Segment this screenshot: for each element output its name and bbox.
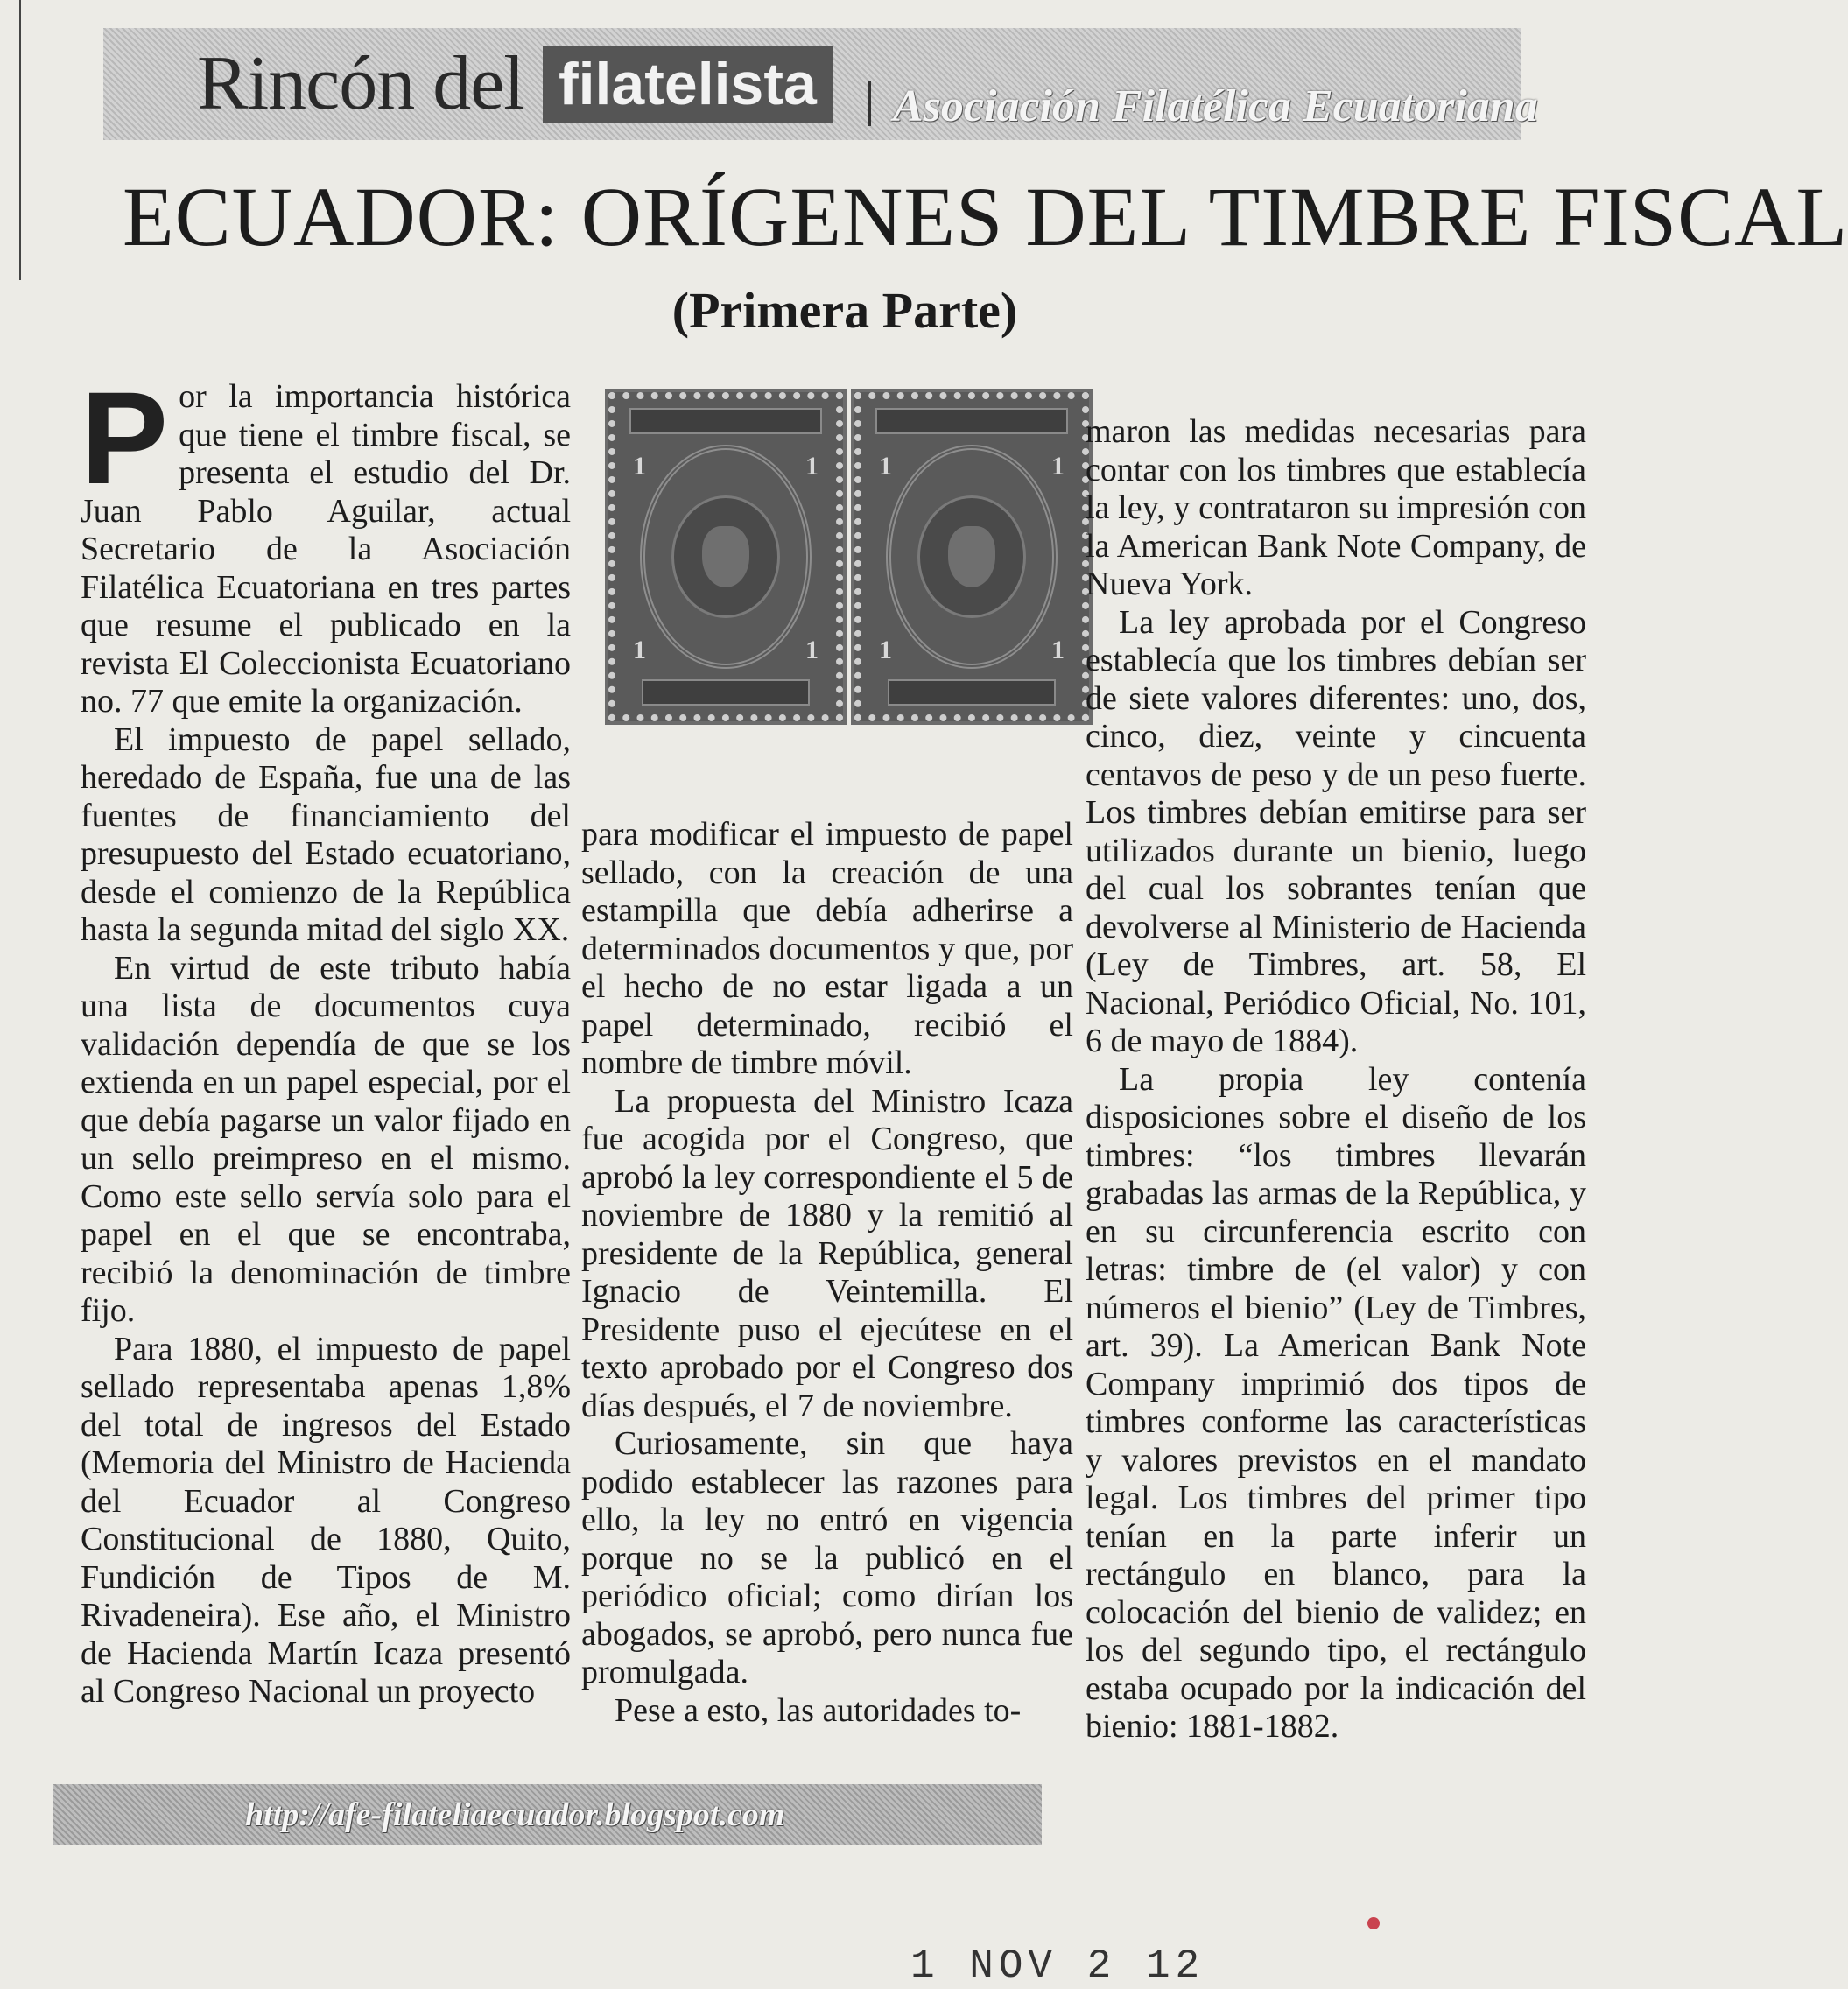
paragraph: Pese a esto, las autoridades to- — [615, 1691, 1022, 1729]
date-stamp: 1 NOV 2 12 — [910, 1943, 1205, 1989]
stamp-value-br: 1 — [1051, 636, 1065, 664]
stamp-value-tr: 1 — [805, 452, 819, 481]
paragraph: Curiosamente, sin que haya podido establecer las razones para ello, la ley no entró en vigencia porque no se la publicó en el periódico oficial; como dirían los abogados, se aprobó, pero nunca fue promulgada. — [581, 1425, 1073, 1690]
fiscal-stamp-image — [854, 392, 1089, 721]
stamp-value-bl: 1 — [633, 636, 646, 664]
blog-url: http://afe-filateliaecuador.blogspot.com — [245, 1796, 785, 1833]
stamp-top-label — [629, 408, 822, 434]
column-title: Rincón del — [197, 41, 524, 126]
article-column-2 — [581, 816, 1073, 1730]
coat-of-arms-icon — [702, 526, 749, 587]
stamp-value-tl: 1 — [633, 452, 646, 481]
paper-edge — [19, 0, 21, 280]
drop-cap: P — [81, 364, 169, 511]
stamp-value-tr: 1 — [1051, 452, 1065, 481]
header-separator — [868, 81, 871, 126]
article-column-3 — [1086, 413, 1586, 1747]
stamp-blank-rectangle — [642, 679, 810, 706]
paragraph: para modificar el impuesto de papel sellado, con la creación de una estampilla que debía adherirse a determinados documentos y que, por el hecho de no estar ligada a un papel determinado, recibió el nombre de timbre móvil. — [581, 816, 1073, 1081]
association-name: Asociación Filatélica Ecuatoriana — [893, 81, 1538, 131]
fiscal-stamp-image — [608, 392, 843, 721]
stamp-top-label — [875, 408, 1068, 434]
stamp-value-bl: 1 — [879, 636, 892, 664]
paragraph: Para 1880, el impuesto de papel sellado representaba apenas 1,8% del total de ingresos del Estado (Memoria del Ministro de Hacienda del Ecuador al Congreso Constitucional de 1880, Quito, Fundición de Tipos de M. Rivadeneira). Ese año, el Ministro de Hacienda Martín Icaza presentó al Congreso Nacional un proyecto — [81, 1330, 571, 1710]
headline: ECUADOR: ORÍGENES DEL TIMBRE FISCAL — [123, 170, 1848, 264]
paragraph: El impuesto de papel sellado, heredado de España, fue una de las fuentes de financiamiento del presupuesto del Estado ecuatoriano, desde el comienzo de la República hasta la segunda mitad del siglo XX. — [81, 720, 571, 948]
paragraph: En virtud de este tributo había una lista de documentos cuya validación dependía de que se los extienda en un papel especial, por el que debía pagarse un valor fijado en un sello preimpreso en el mismo. Como este sello servía solo para el papel en el que se encontraba, recibió la denominación de timbre fijo. — [81, 949, 571, 1329]
ink-mark — [1367, 1917, 1380, 1929]
coat-of-arms-icon — [948, 526, 995, 587]
stamp-value-tl: 1 — [879, 452, 892, 481]
stamp-biennium-rectangle — [888, 679, 1056, 706]
paragraph: La propuesta del Ministro Icaza fue acogida por el Congreso, que aprobó la ley correspondiente el 5 de noviembre de 1880 y la remitió al presidente de la República, general Ignacio de Veintemilla. El Presidente puso el ejecútese en el texto aprobado por el Congreso dos días después, el 7 de noviembre. — [581, 1082, 1073, 1424]
paragraph: Por la importancia histórica que tiene el timbre fiscal, se presenta el estudio del Dr. Juan Pablo Aguilar, actual Secretario de la Asociación Filatélica Ecuatoriana en tres partes que resume el publicado en la revista El Coleccionista Ecuatoriano no. 77 que emite la organización. — [81, 364, 571, 720]
subheadline: (Primera Parte) — [671, 282, 1018, 339]
paragraph: maron las medidas necesarias para contar con los timbres que establecía la ley, y contrataron su impresión con la American Bank Note Company, de Nueva York. — [1086, 413, 1586, 602]
column-title-highlight: filatelista — [543, 46, 833, 123]
stamp-value-br: 1 — [805, 636, 819, 664]
paragraph: La ley aprobada por el Congreso establecía que los timbres debían ser de siete valores diferentes: uno, dos, cinco, diez, veinte y cincuenta centavos de peso y de un peso fuerte. Los timbres debían emitirse para ser utilizados durante un bienio, luego del cual los sobrantes tenían que devolverse al Ministerio de Hacienda (Ley de Timbres, art. 58, El Nacional, Periódico Oficial, No. 101, 6 de mayo de 1884). — [1086, 603, 1586, 1059]
paragraph: La propia ley contenía disposiciones sobre el diseño de los timbres: “los timbres llevarán grabadas las armas de la República, y en su circunferencia escrito con letras: timbre de (el valor) y con números el bienio” (Ley de Timbres, art. 39). La American Bank Note Company imprimió dos tipos de timbres conforme las características y valores previstos en el mandato legal. Los timbres del primer tipo tenían en la parte inferir un rectángulo en blanco, para la colocación del bienio de validez; en los del segundo tipo, el rectángulo estaba ocupado por la indicación del bienio: 1881-1882. — [1086, 1060, 1586, 1745]
article-column-1 — [81, 364, 571, 1711]
